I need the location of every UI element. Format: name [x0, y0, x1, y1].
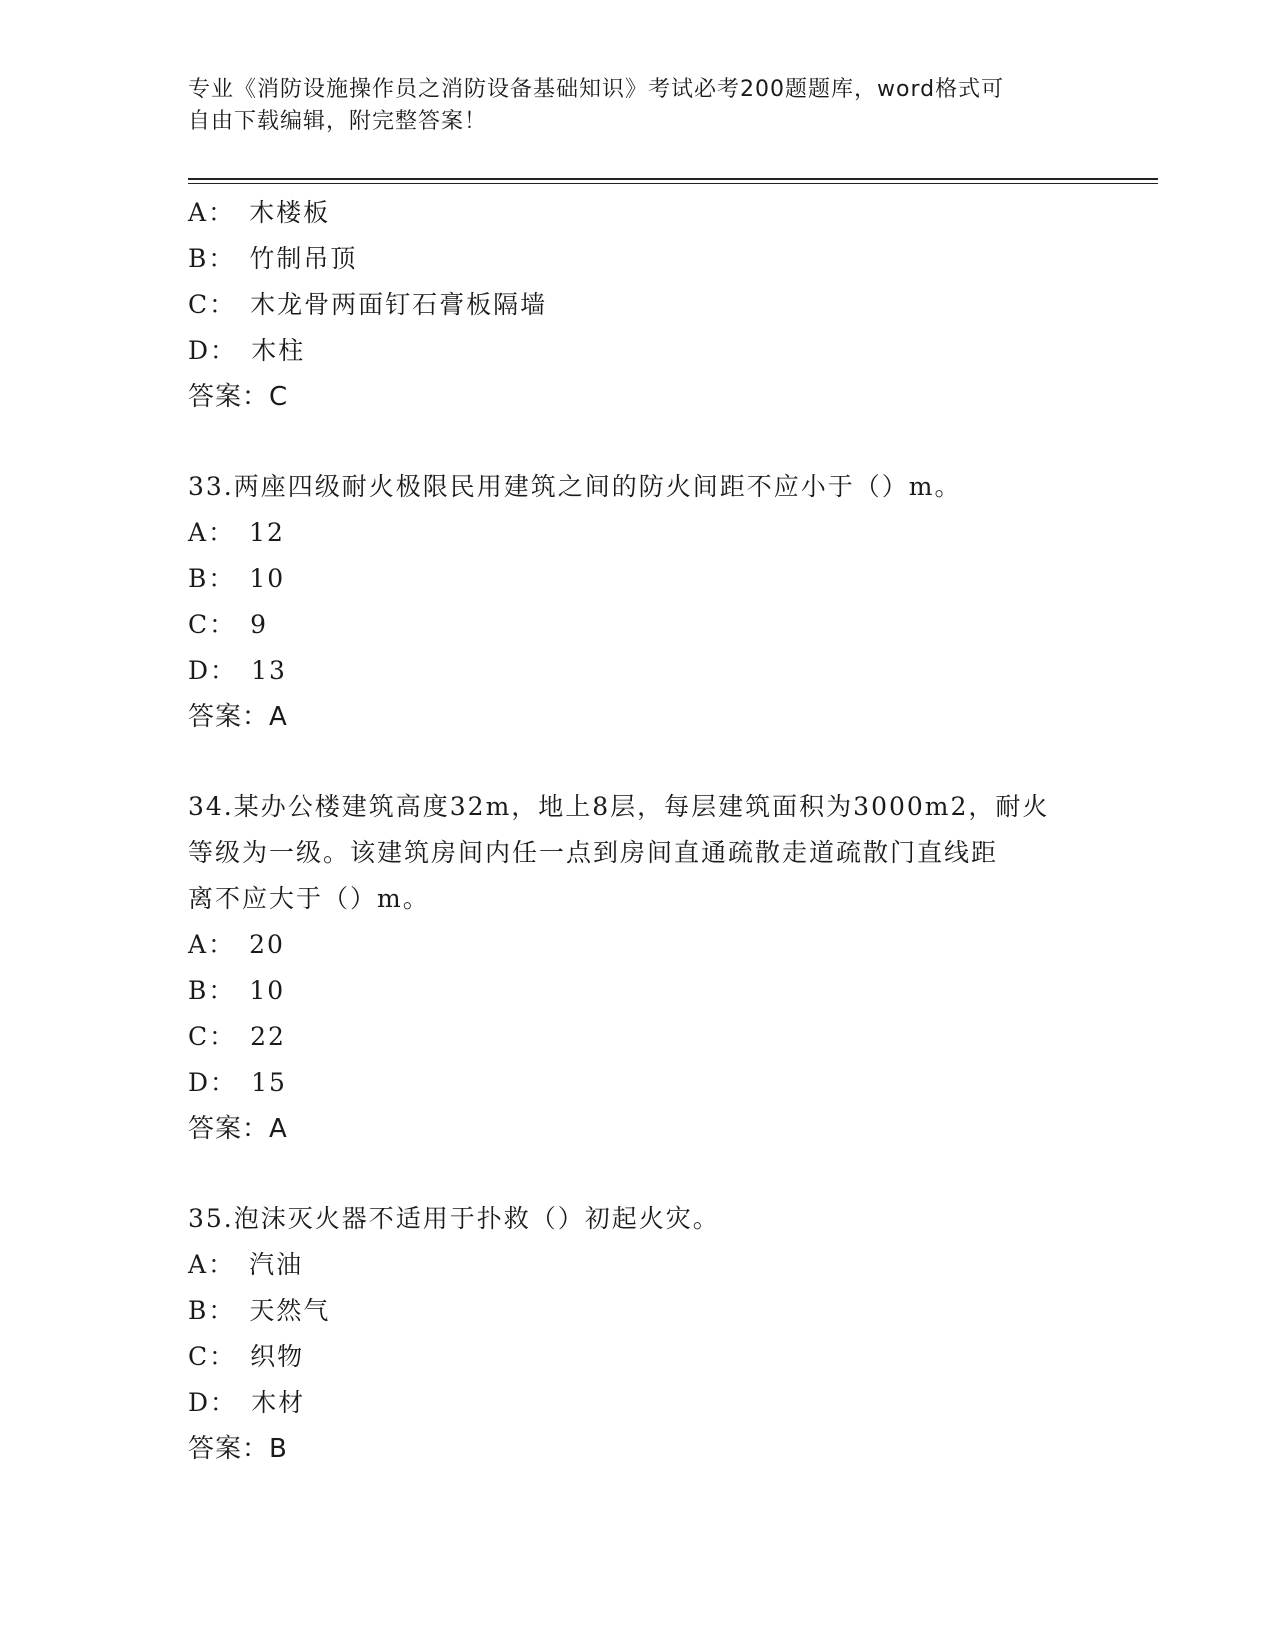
- option-separator: ：: [210, 1068, 238, 1097]
- answer-value: C: [269, 382, 289, 412]
- option-text: 织物: [250, 1342, 305, 1371]
- option-text: 木楼板: [249, 198, 331, 227]
- option-d: [188, 648, 1088, 694]
- question-stem: 33.两座四级耐火极限民用建筑之间的防火间距不应小于（）m。: [188, 472, 962, 501]
- option-separator: ：: [208, 1296, 236, 1325]
- answer-label: 答案：: [188, 382, 270, 412]
- option-a: [188, 922, 1088, 968]
- option-b: [188, 236, 1088, 282]
- option-text: 15: [251, 1068, 287, 1097]
- option-separator: ：: [208, 518, 236, 547]
- question-block-32: [188, 190, 1088, 420]
- answer-line: [188, 374, 1088, 420]
- option-separator: ：: [209, 1342, 237, 1371]
- question-stem: 35.泡沫灭火器不适用于扑救（）初起火灾。: [188, 1204, 720, 1233]
- option-separator: ：: [208, 976, 236, 1005]
- option-letter: D: [188, 656, 211, 685]
- option-text: 10: [249, 564, 286, 593]
- question-block-34: [188, 784, 1088, 1152]
- option-text: 22: [250, 1022, 286, 1051]
- option-d: [188, 328, 1088, 374]
- option-separator: ：: [210, 1388, 238, 1417]
- option-text: 木材: [251, 1388, 306, 1417]
- option-letter: C: [188, 290, 210, 319]
- answer-label: 答案：: [188, 1114, 270, 1144]
- option-text: 木柱: [251, 336, 306, 365]
- option-a: [188, 190, 1088, 236]
- option-separator: ：: [209, 610, 237, 639]
- option-letter: B: [188, 564, 209, 593]
- option-d: [188, 1380, 1088, 1426]
- option-letter: A: [188, 1250, 209, 1279]
- option-separator: ：: [208, 198, 236, 227]
- answer-label: 答案：: [188, 1434, 270, 1464]
- option-b: [188, 968, 1088, 1014]
- document-header: [188, 74, 1088, 138]
- option-letter: D: [188, 336, 211, 365]
- answer-line: [188, 694, 1088, 740]
- option-a: [188, 1242, 1088, 1288]
- option-d: [188, 1060, 1088, 1106]
- option-text: 天然气: [249, 1296, 331, 1325]
- option-text: 9: [250, 610, 269, 639]
- option-text: 竹制吊顶: [249, 244, 358, 273]
- option-separator: ：: [209, 290, 237, 319]
- question-block-35: [188, 1196, 1088, 1472]
- option-letter: C: [188, 610, 210, 639]
- option-separator: ：: [208, 564, 236, 593]
- option-separator: ：: [208, 1250, 236, 1279]
- question-stem-line-2: 等级为一级。该建筑房间内任一点到房间直通疏散走道疏散门直线距: [188, 838, 999, 867]
- question-list: [188, 190, 1088, 1472]
- option-text: 12: [249, 518, 285, 547]
- option-separator: ：: [208, 244, 236, 273]
- option-separator: ：: [210, 656, 238, 685]
- option-text: 20: [249, 930, 285, 959]
- option-c: [188, 1334, 1088, 1380]
- question-stem-line-1: 34.某办公楼建筑高度32m，地上8层，每层建筑面积为3000m2，耐火: [188, 792, 1050, 821]
- option-letter: D: [188, 1388, 211, 1417]
- header-rule-thick: [188, 178, 1158, 180]
- option-separator: ：: [208, 930, 236, 959]
- option-separator: ：: [209, 1022, 237, 1051]
- option-letter: B: [188, 1296, 209, 1325]
- answer-value: A: [269, 702, 288, 732]
- answer-value: A: [269, 1114, 288, 1144]
- option-text: 汽油: [249, 1250, 304, 1279]
- option-text: 13: [251, 656, 287, 685]
- option-letter: A: [188, 518, 209, 547]
- option-separator: ：: [210, 336, 238, 365]
- option-b: [188, 556, 1088, 602]
- answer-line: [188, 1106, 1088, 1152]
- option-letter: C: [188, 1342, 210, 1371]
- answer-line: [188, 1426, 1088, 1472]
- option-letter: B: [188, 244, 209, 273]
- option-text: 木龙骨两面钉石膏板隔墙: [250, 290, 548, 319]
- option-letter: C: [188, 1022, 210, 1051]
- option-letter: D: [188, 1068, 211, 1097]
- question-stem-line-3: 离不应大于（）m。: [188, 884, 430, 913]
- question-block-33: [188, 464, 1088, 740]
- header-line-2: 自由下载编辑，附完整答案！: [188, 109, 488, 134]
- option-letter: B: [188, 976, 209, 1005]
- header-line-1: 专业《消防设施操作员之消防设备基础知识》考试必考200题题库，word格式可: [188, 77, 1005, 102]
- option-letter: A: [188, 198, 209, 227]
- option-b: [188, 1288, 1088, 1334]
- option-text: 10: [249, 976, 286, 1005]
- answer-value: B: [269, 1434, 288, 1464]
- option-a: [188, 510, 1088, 556]
- header-rule-thin: [188, 183, 1158, 184]
- option-c: [188, 602, 1088, 648]
- option-letter: A: [188, 930, 209, 959]
- option-c: [188, 282, 1088, 328]
- option-c: [188, 1014, 1088, 1060]
- answer-label: 答案：: [188, 702, 270, 732]
